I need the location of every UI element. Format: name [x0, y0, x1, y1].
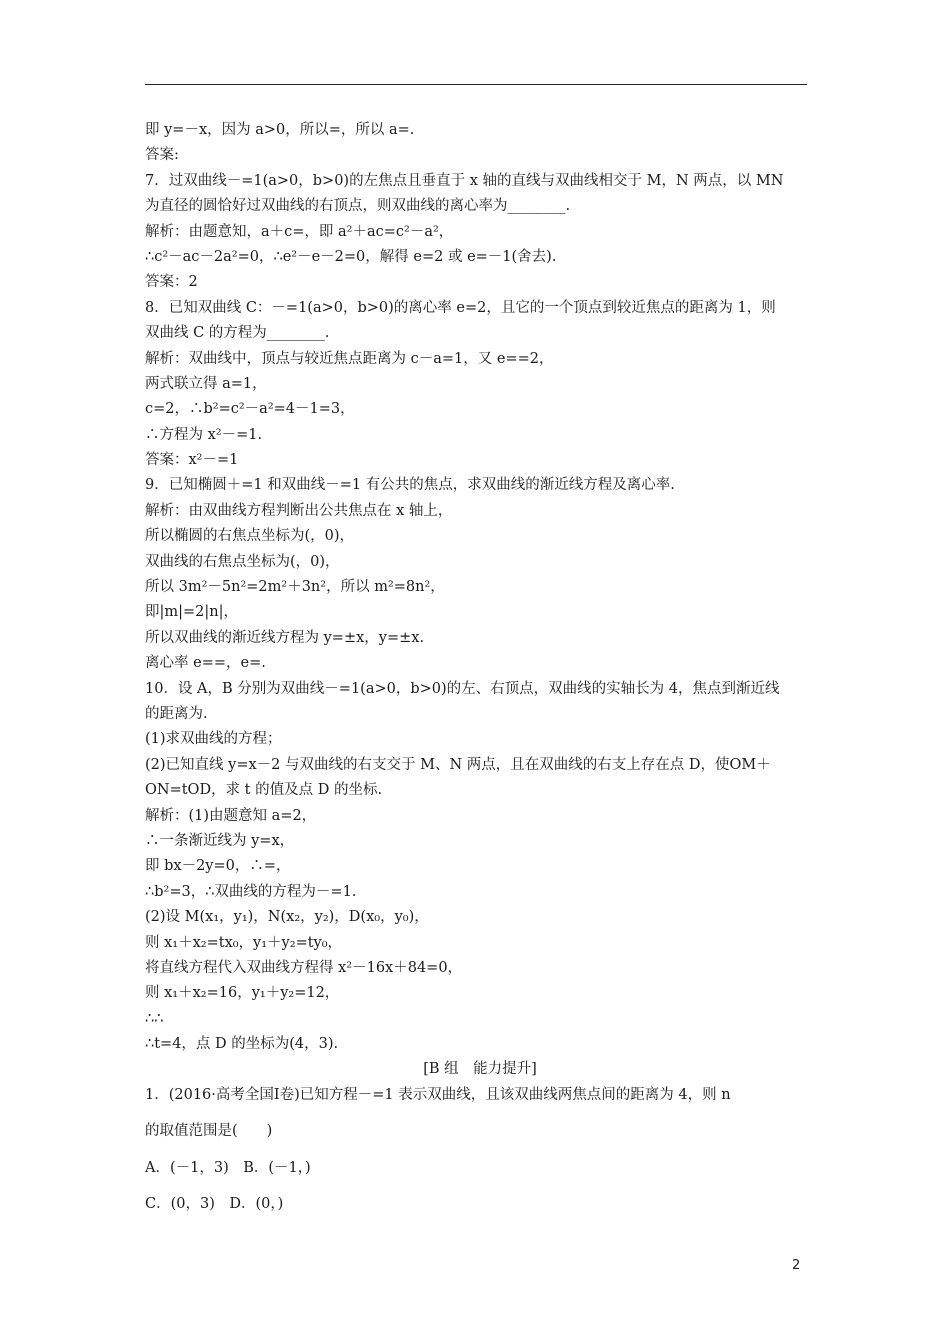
text-line: 即|m|=2|n|，: [145, 604, 239, 621]
text-line: 解析：(1)由题意知 a=2，: [145, 807, 317, 824]
text-line: (2)已知直线 y=x－2 与双曲线的右支交于 M、N 两点，且在双曲线的右支上存在点 D，使OM＋: [145, 756, 771, 773]
text-line: 解析：由题意知，a＋c=，即 a²＋ac=c²－a²，: [145, 223, 454, 240]
section-heading: [B 组 能力提升]: [423, 1061, 537, 1078]
text-line: (2)设 M(x₁，y₁)，N(x₂，y₂)，D(x₀，y₀)，: [145, 909, 429, 926]
text-line: 10．设 A，B 分别为双曲线－=1(a>0，b>0)的左、右顶点，双曲线的实轴长为 4，焦点到渐近线: [145, 680, 780, 697]
text-line: 则 x₁＋x₂=tx₀，y₁＋y₂=ty₀，: [145, 934, 343, 951]
text-line: ∴b²=3，∴双曲线的方程为－=1.: [145, 883, 357, 900]
header-rule: [145, 84, 807, 85]
answer-options: A．(－1，3) B．(－1，): [145, 1159, 311, 1176]
text-line: 8．已知双曲线 C：－=1(a>0，b>0)的离心率 e=2，且它的一个顶点到较近焦点的距离为 1，则: [145, 299, 776, 316]
text-line: ∴∴: [145, 1010, 164, 1027]
page-number: 2: [792, 1258, 801, 1273]
text-line: 即 bx－2y=0，∴=，: [145, 858, 291, 875]
document-body: [145, 118, 815, 1217]
text-line: 双曲线 C 的方程为________.: [145, 325, 330, 342]
text-line: 解析：双曲线中，顶点与较近焦点距离为 c－a=1，又 e==2，: [145, 350, 554, 367]
text-line: 7．过双曲线－=1(a>0，b>0)的左焦点且垂直于 x 轴的直线与双曲线相交于 M，N 两点，以 MN: [145, 172, 784, 189]
text-line: 答案：2: [145, 274, 198, 291]
text-line: 离心率 e==，e=.: [145, 655, 266, 672]
text-line: ∴方程为 x²－=1.: [145, 426, 263, 443]
text-line: 9．已知椭圆＋=1 和双曲线－=1 有公共的焦点，求双曲线的渐近线方程及离心率.: [145, 477, 675, 494]
text-line: 双曲线的右焦点坐标为(，0)，: [145, 553, 340, 570]
text-line: 解析：由双曲线方程判断出公共焦点在 x 轴上，: [145, 502, 453, 519]
text-line: 的距离为.: [145, 705, 208, 722]
text-line: 则 x₁＋x₂=16，y₁＋y₂=12，: [145, 985, 340, 1002]
text-line: 为直径的圆恰好过双曲线的右顶点，则双曲线的离心率为________.: [145, 198, 571, 215]
text-line: ∴一条渐近线为 y=x，: [145, 832, 295, 849]
text-line: ON=tOD，求 t 的值及点 D 的坐标.: [145, 782, 383, 799]
text-line: (1)求双曲线的方程；: [145, 731, 282, 748]
text-line: 的取值范围是( ): [145, 1123, 273, 1140]
text-line: 答案:: [145, 147, 179, 164]
text-line: ∴c²－ac－2a²=0，∴e²－e－2=0，解得 e=2 或 e=－1(舍去).: [145, 248, 557, 265]
text-line: 1．(2016·高考全国Ⅰ卷)已知方程－=1 表示双曲线，且该双曲线两焦点间的距离为 4，则 n: [145, 1086, 731, 1103]
text-line: 将直线方程代入双曲线方程得 x²－16x＋84=0，: [145, 959, 463, 976]
text-line: 答案：x²－=1: [145, 452, 239, 469]
answer-options: C．(0，3) D．(0，): [145, 1196, 284, 1213]
text-line: ∴t=4，点 D 的坐标为(4，3).: [145, 1036, 339, 1053]
text-line: 所以双曲线的渐近线方程为 y=±x，y=±x.: [145, 629, 425, 646]
text-line: 即 y=－x，因为 a>0，所以=，所以 a=.: [145, 122, 415, 138]
text-line: 所以椭圆的右焦点坐标为(，0)，: [145, 528, 355, 545]
text-line: 所以 3m²－5n²=2m²＋3n²，所以 m²=8n²，: [145, 579, 445, 596]
text-line: c=2，∴b²=c²－a²=4－1=3，: [145, 401, 355, 418]
text-line: 两式联立得 a=1，: [145, 375, 267, 392]
